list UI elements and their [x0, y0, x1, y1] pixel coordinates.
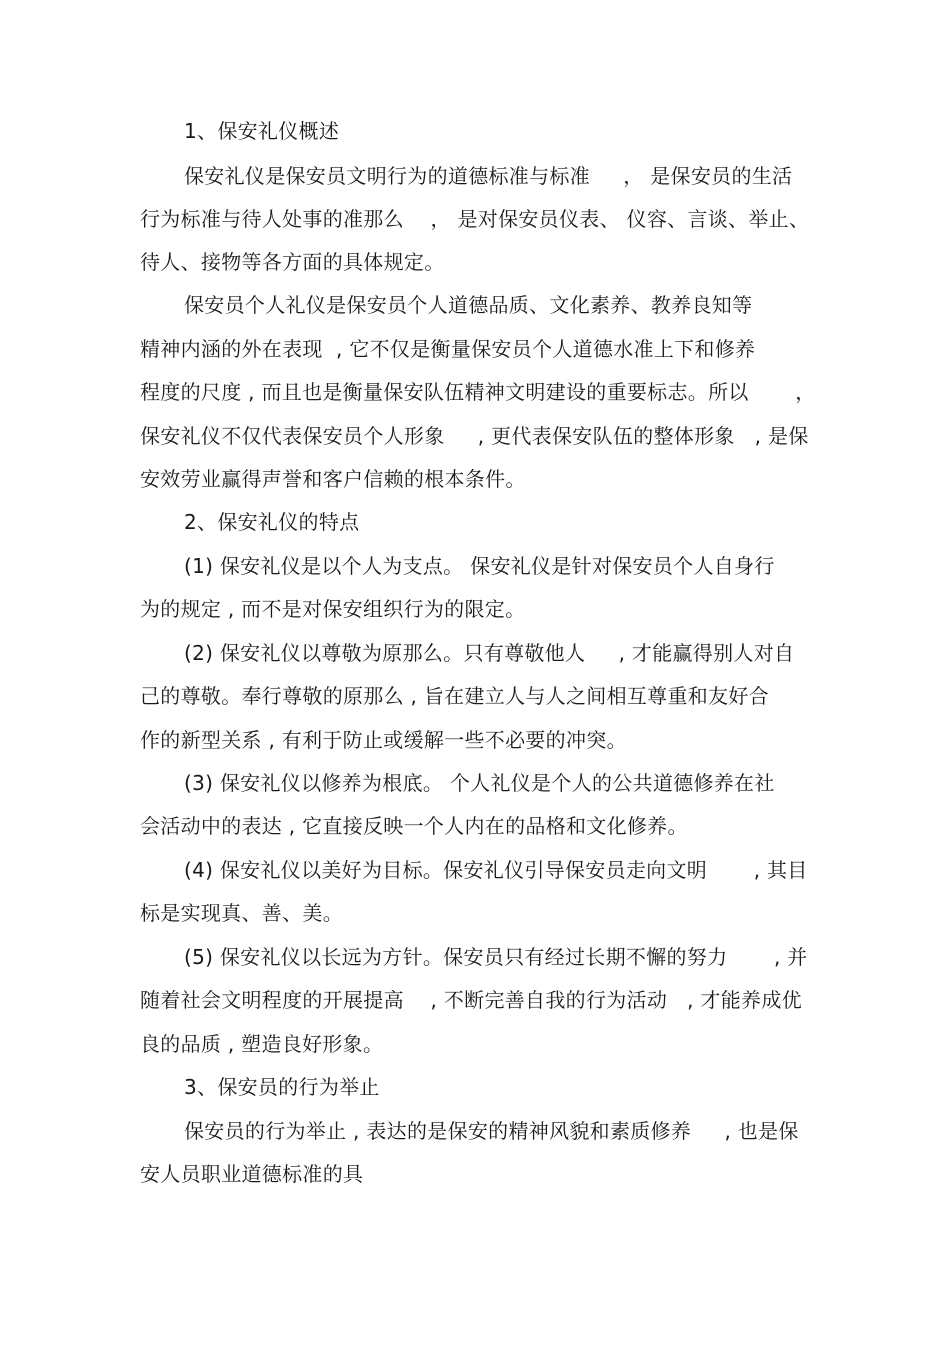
paragraph-line: 良的品质 , 塑造良好形象。	[140, 1032, 384, 1056]
paragraph-line: (4) 保安礼仪以美好为目标。保安礼仪引导保安员走向文明 , 其目	[184, 858, 808, 882]
paragraph-line: 会活动中的表达 , 它直接反映一个人内在的品格和文化修养。	[140, 814, 688, 838]
section-heading-2: 2、保安礼仪的特点	[184, 510, 360, 534]
paragraph-line: 保安礼仪是保安员文明行为的道德标准与标准 ， 是保安员的生活	[184, 164, 793, 188]
paragraph-line: 保安员个人礼仪是保安员个人道德品质、文化素养、教养良知等	[184, 293, 753, 317]
paragraph-line: 作的新型关系 , 有利于防止或缓解一些不必要的冲突。	[140, 728, 627, 752]
paragraph-line: 标是实现真、善、美。	[140, 901, 343, 925]
paragraph-line: 保安礼仪不仅代表保安员个人形象 , 更代表保安队伍的整体形象 , 是保	[140, 424, 809, 448]
paragraph-line: (2) 保安礼仪以尊敬为原那么。只有尊敬他人 , 才能赢得别人对自	[184, 641, 795, 665]
paragraph-line: 安效劳业赢得声誉和客户信赖的根本条件。	[140, 467, 526, 491]
paragraph-line: (3) 保安礼仪以修养为根底。 个人礼仪是个人的公共道德修养在社	[184, 771, 775, 795]
section-heading-3: 3、保安员的行为举止	[184, 1075, 380, 1099]
paragraph-line: 程度的尺度 , 而且也是衡量保安队伍精神文明建设的重要标志。所以 ，	[140, 380, 816, 404]
paragraph-line: 为的规定 , 而不是对保安组织行为的限定。	[140, 597, 526, 621]
paragraph-line: 保安员的行为举止 , 表达的是保安的精神风貌和素质修养 , 也是保	[184, 1119, 799, 1143]
paragraph-line: (5) 保安礼仪以长远为方针。保安员只有经过长期不懈的努力 , 并	[184, 945, 808, 969]
paragraph-line: 行为标准与待人处事的准那么 ， 是对保安员仪表、 仪容、言谈、举止、	[140, 207, 810, 231]
paragraph-line: 安人员职业道德标准的具	[140, 1162, 364, 1186]
paragraph-line: 己的尊敬。奉行尊敬的原那么 , 旨在建立人与人之间相互尊重和友好合	[140, 684, 769, 708]
paragraph-line: 待人、接物等各方面的具体规定。	[140, 250, 445, 274]
paragraph-line: (1) 保安礼仪是以个人为支点。 保安礼仪是针对保安员个人自身行	[184, 554, 775, 578]
section-heading-1: 1、保安礼仪概述	[184, 119, 340, 143]
paragraph-line: 随着社会文明程度的开展提高 , 不断完善自我的行为活动 , 才能养成优	[140, 988, 802, 1012]
paragraph-line: 精神内涵的外在表现 , 它不仅是衡量保安员个人道德水准上下和修养	[140, 337, 756, 361]
